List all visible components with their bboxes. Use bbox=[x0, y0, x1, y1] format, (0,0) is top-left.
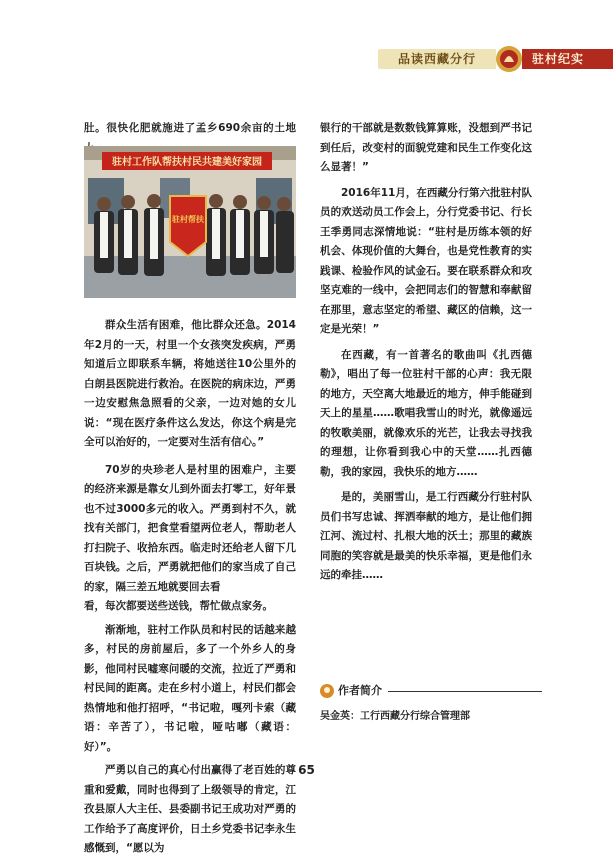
right-column-body bbox=[320, 119, 532, 586]
divider bbox=[388, 691, 542, 692]
decorative-emblem-icon bbox=[494, 44, 524, 74]
paragraph: 银行的干部就是数数钱算算账，没想到严书记到任后，改变村的面貌党建和民生工作变化这么显著！” bbox=[320, 122, 532, 173]
group-photo bbox=[84, 146, 296, 298]
section-label-left: 品读西藏分行 bbox=[378, 49, 496, 69]
section-header bbox=[378, 44, 613, 74]
paragraph: 70岁的央珍老人是村里的困难户，主要的经济来源是靠女儿到外面去打零工，好年景也不过3000多元的收入。严勇到村不久，就找有关部门，把食堂看望两位老人，帮助老人打扫院子、收拾东西。临走时还给老人留下几百块钱。之后，严勇就把他们的家当成了自己的家，隔三差五地就要回去看 bbox=[84, 463, 296, 593]
paragraph: 是的，美丽雪山，是工行西藏分行驻村队员们书写忠诚、挥洒奉献的地方，是让他们拥江河、流过村、扎根大地的沃土；那里的藏族同胞的笑容就是最美的快乐幸福，更是他们永远的牵挂…… bbox=[320, 491, 532, 581]
paragraph: 渐渐地，驻村工作队员和村民的话越来越多，村民的房前屋后，多了一个外乡人的身影，他同村民嘘寒问暖的交流，拉近了严勇和村民间的距离。走在乡村小道上，村民们都会热情地和他打招呼，“书记啦，嘎列卡索（藏语：辛苦了），书记啦，哑咕嘟（藏语：好）”。 bbox=[84, 623, 296, 753]
paragraph: 在西藏，有一首著名的歌曲叫《扎西德勒》，唱出了每一位驻村干部的心声：我无限的地方，天空离大地最近的地方，伸手能碰到天上的星星……歌唱我雪山的时光，就像遥远的牧歌美丽，就像欢乐的光芒，让我去寻找我的理想，让你看到我心中的天堂……扎西德勒，我的家园，我快乐的地方…… bbox=[320, 348, 532, 478]
paragraph: 2016年11月，在西藏分行第六批驻村队员的欢送动员工作会上，分行党委书记、行长王季勇同志深情地说：“驻村是历练本领的好机会、体现价值的大舞台，也是党性教育的实践课、检验作风的试金石。要在联系群众和攻坚克难的一线中，会把同志们的智慧和奉献留在那里，意志坚定的希望、藏区的信赖，这一定是光荣！” bbox=[320, 186, 532, 335]
author-bullet-icon bbox=[320, 684, 334, 698]
paragraph: 看，每次都要送些送钱，帮忙做点家务。 bbox=[84, 600, 273, 612]
author-info: 吴金英：工行西藏分行综合管理部 bbox=[320, 711, 470, 722]
author-heading bbox=[320, 683, 542, 701]
page-number: 65 bbox=[298, 763, 315, 777]
paragraph: 群众生活有困难，他比群众还急。2014年2月的一天，村里一个女孩突发疾病，严勇知道后立即联系车辆，将她送往10公里外的白朗县医院进行救治。在医院的病床边，严勇一边安慰焦急照看的父亲，一边对她的女儿说：“现在医疗条件这么发达，你这个病是完全可以治好的，一定要对生活有信心。” bbox=[84, 319, 296, 448]
section-label-right: 驻村纪实 bbox=[522, 49, 613, 69]
left-column-body bbox=[84, 316, 296, 859]
author-heading-label: 作者简介 bbox=[338, 684, 382, 697]
banner-text: 驻村工作队帮扶村民共建美好家园 bbox=[112, 157, 262, 168]
pennant-text: 驻村帮扶 bbox=[172, 215, 204, 224]
paragraph: 严勇以自己的真心付出赢得了老百姓的尊重和爱戴，同时也得到了上级领导的肯定，江孜县原人大主任、县委副书记王成功对严勇的工作给予了高度评价，日土乡党委书记李永生感慨到，“愿以为 bbox=[84, 764, 296, 854]
paragraph: 肚。很快化肥就施进了孟乡690余亩的土地 bbox=[84, 122, 296, 134]
photo-illustration bbox=[84, 146, 296, 298]
